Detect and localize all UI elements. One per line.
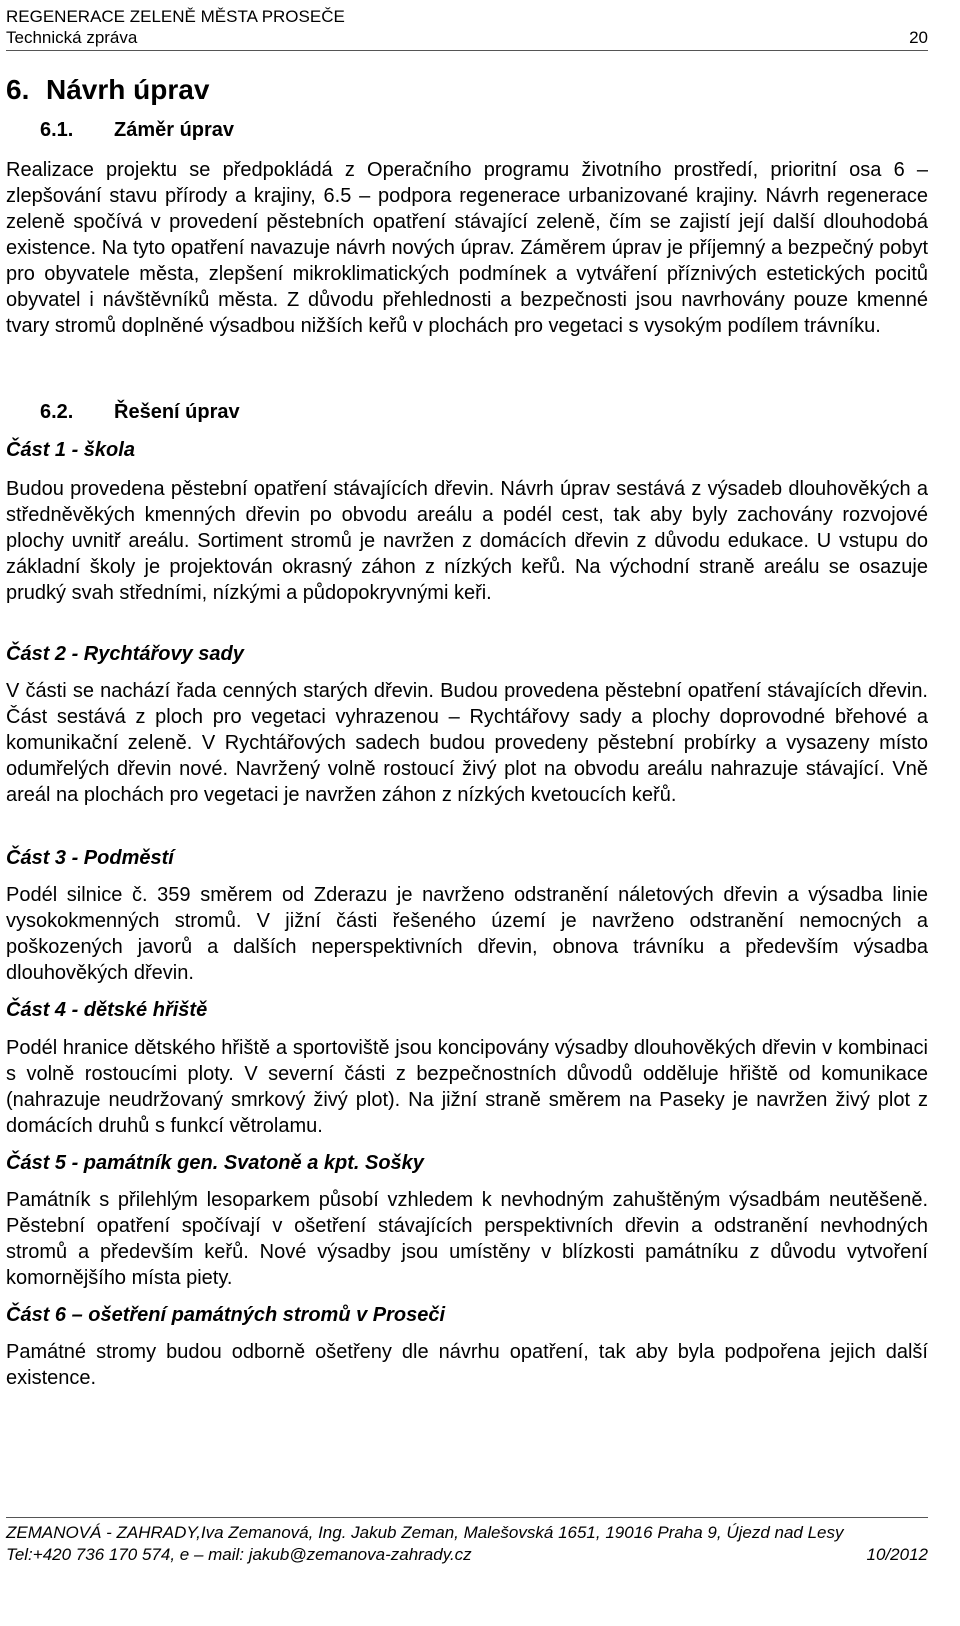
section-number: 6.2. bbox=[40, 401, 74, 423]
footer-address: ZEMANOVÁ - ZAHRADY,Iva Zemanová, Ing. Jakub Zeman, Malešovská 1651, 19016 Praha 9, Újezd nad Lesy bbox=[6, 1523, 844, 1542]
part-3-text: Podél silnice č. 359 směrem od Zderazu je navrženo odstranění náletových dřevin a výsadba linie vysokokmenných stromů. V jižní části řešeného území je navrženo odstranění nemocných a poškozených javorů a dalších neperspektivních dřevin, obnova trávníku a především výsadba dlouhověkých dřevin. bbox=[6, 884, 928, 984]
part-2-heading: Část 2 - Rychtářovy sady bbox=[6, 643, 244, 665]
part-4-heading: Část 4 - dětské hřiště bbox=[6, 999, 208, 1021]
chapter-title: Návrh úprav bbox=[46, 74, 210, 105]
section-title: Záměr úprav bbox=[114, 119, 235, 141]
document-title: REGENERACE ZELENĚ MĚSTA PROSEČE bbox=[6, 7, 345, 26]
part-1-heading: Část 1 - škola bbox=[6, 439, 135, 461]
header-subtitle-line bbox=[6, 27, 928, 48]
footer-divider bbox=[6, 1517, 928, 1518]
section-number: 6.1. bbox=[40, 119, 74, 141]
part-2-text: V části se nachází řada cenných starých dřevin. Budou provedena pěstební opatření stávajících dřevin. Část sestává z ploch pro vegetaci vyhrazenou – Rychtářovy sady a plochy doprovodné břehové a komunikační zeleně. V Rychtářových sadech budou provedeny pěstební probírky a vysazeny místo odumřelých dřevin nové. Navržený volně rostoucí živý plot na obvodu areálu nahrazuje stávající. Vně areál na plochách pro vegetaci je navržen záhon z nízkých kvetoucích keřů. bbox=[6, 680, 928, 806]
part-4-text: Podél hranice dětského hřiště a sportoviště jsou koncipovány výsadby dlouhověkých dřevin v kombinaci s volně rostoucími ploty. V severní části z bezpečnostních důvodů odděluje hřiště od komunikace (nahrazuje neudržovaný smrkový živý plot). Na jižní straně směrem na Paseky je navržen živý plot z domácích druhů s funkcí větrolamu. bbox=[6, 1037, 928, 1137]
footer-contact: Tel:+420 736 170 574, e – mail: jakub@zemanova-zahrady.cz bbox=[6, 1545, 472, 1564]
chapter-number: 6. bbox=[6, 74, 30, 105]
section-title: Řešení úprav bbox=[114, 401, 240, 423]
page-header bbox=[6, 6, 928, 48]
part-5-text: Památník s přilehlým lesoparkem působí vzhledem k nevhodným zahuštěným výsadbám neutěšeně. Pěstební opatření spočívají v ošetření stávajících perspektivních dřevin a odstranění nevhodných stromů a především keřů. Nové výsadby jsou umístěny v blízkosti památníku z důvodu vytvoření komornějšího místa piety. bbox=[6, 1189, 928, 1289]
part-1-text: Budou provedena pěstební opatření stávajících dřevin. Návrh úprav sestává z výsadeb dlouhověkých a středněvěkých kmenných dřevin po obvodu areálu a podél cest, tak aby byly zachovány rozvojové plochy uvnitř areálu. Sortiment stromů je navržen z domácích dřevin z důvodu edukace. U vstupu do základní školy je projektován okrasný záhon z nízkých keřů. Na východní straně areálu se osazuje prudký svah středními, nízkými a půdopokryvnými keři. bbox=[6, 478, 928, 604]
intent-paragraph: Realizace projektu se předpokládá z Operačního programu životního prostředí, prioritní osa 6 – zlepšování stavu přírody a krajiny, 6.5 – podpora regenerace urbanizované krajiny. Návrh regenerace zeleně spočívá v provedení pěstebních opatření stávající zeleně, čím se zajistí její další dlouhodobá existence. Na tyto opatření navazuje návrh nových úprav. Záměrem úprav je příjemný a bezpečný pobyt pro obyvatele města, zlepšení mikroklimatických podmínek a vytváření příznivých estetických pocitů obyvatel i návštěvníků města. Z důvodu přehlednosti a bezpečnosti jsou navrhovány pouze kmenné tvary stromů doplněné výsadbou nižších keřů v plochách pro vegetaci s vysokým podílem trávníku. bbox=[6, 159, 928, 337]
header-divider bbox=[6, 50, 928, 51]
part-3-heading: Část 3 - Podměstí bbox=[6, 847, 174, 869]
part-6-heading: Část 6 – ošetření památných stromů v Proseči bbox=[6, 1304, 446, 1326]
section-heading-6-1 bbox=[40, 117, 234, 143]
page-number: 20 bbox=[909, 28, 928, 47]
document-subtitle: Technická zpráva bbox=[6, 28, 138, 47]
section-heading-6-2 bbox=[40, 399, 240, 425]
footer-date: 10/2012 bbox=[866, 1545, 928, 1564]
part-5-heading: Část 5 - památník gen. Svatoně a kpt. Sošky bbox=[6, 1152, 424, 1174]
part-6-text: Památné stromy budou odborně ošetřeny dle návrhu opatření, tak aby byla podpořena jejich další existence. bbox=[6, 1341, 928, 1389]
footer-contact-line bbox=[6, 1544, 928, 1566]
chapter-heading bbox=[6, 73, 209, 107]
